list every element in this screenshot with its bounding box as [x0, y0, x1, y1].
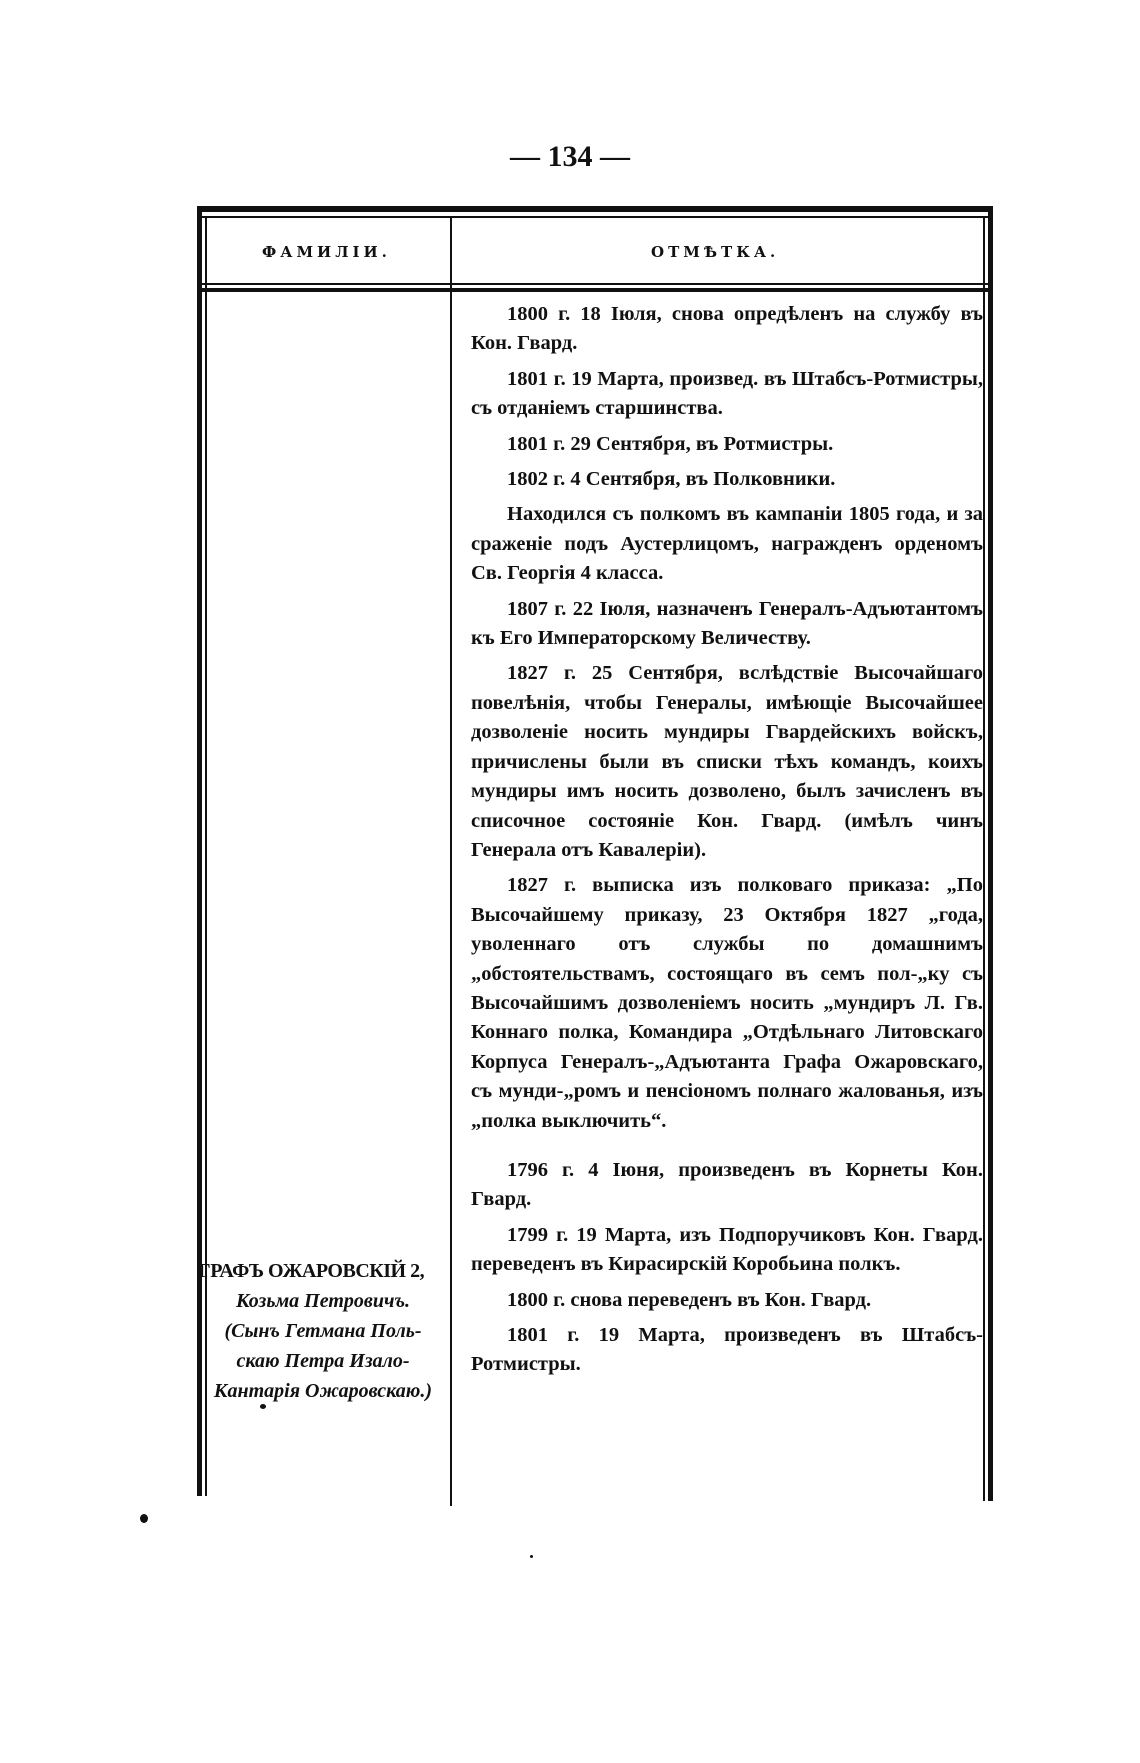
ink-speck — [530, 1555, 533, 1558]
record-1-entry: 1800 г. 18 Іюля, снова опредѣленъ на службу въ Кон. Гвард. — [471, 303, 983, 355]
column-divider — [450, 216, 452, 1506]
page-number: — 134 — — [510, 140, 630, 173]
ink-speck — [140, 1514, 148, 1523]
header-rule-thick — [197, 288, 993, 292]
left-column-header: ФАМИЛІИ. — [262, 243, 391, 261]
right-rule-thick — [988, 206, 993, 1501]
record-2-name-heading: ГРАФЪ ОЖАРОВСКІЙ 2, — [198, 1260, 425, 1282]
record-1-entry: Находился съ полкомъ въ кампаніи 1805 года, и за сраженіе подъ Аустерлицомъ, награжденъ орденомъ Св. Георгія 4 класса. — [471, 503, 983, 585]
record-2-note-line: Кантарія Ожаровскаю.) — [213, 1380, 433, 1402]
record-2-given-name: Козьма Петровичъ. — [235, 1290, 410, 1312]
record-2-entry: 1800 г. снова переведенъ въ Кон. Гвард. — [507, 1288, 872, 1311]
record-2-name-block — [198, 1256, 448, 1406]
right-column-header: ОТМѢТКА. — [651, 243, 780, 261]
record-1-entry: 1802 г. 4 Сентября, въ Полковники. — [507, 468, 836, 491]
record-1-entry: 1827 г. 25 Сентября, вслѣдствіе Высочайшаго повелѣнія, чтобы Генералы, имѣющіе Высочайшее дозволеніе носить мундиры Гвардейскихъ войскъ, причислены были въ списки тѣхъ командъ, коихъ мундиры имъ носить дозволено, былъ зачисленъ въ списочное состояніе Кон. Гвард. (имѣлъ чинъ Генерала отъ Кавалеріи). — [471, 662, 983, 861]
record-2-note-line: скаю Петра Изало- — [236, 1350, 410, 1372]
right-column-text — [471, 300, 983, 1386]
header-rule-thin — [197, 283, 993, 285]
ink-speck — [260, 1404, 266, 1409]
record-1-entry: 1801 г. 29 Сентября, въ Ротмистры. — [507, 432, 834, 455]
record-2-entry: 1799 г. 19 Марта, изъ Подпоручиковъ Кон. Гвард. переведенъ въ Кирасирскій Коробьина полкъ. — [471, 1223, 983, 1276]
record-1-entry: 1807 г. 22 Іюля, назначенъ Генералъ-Адъютантомъ къ Его Императорскому Величеству. — [471, 597, 983, 650]
top-rule-thin — [197, 216, 993, 218]
record-2-entry: 1796 г. 4 Іюня, произведенъ въ Корнеты Кон. Гвард. — [471, 1158, 983, 1211]
record-2-entry: 1801 г. 19 Марта, произведенъ въ Штабсъ-Ротмистры. — [471, 1324, 983, 1376]
right-rule-thin — [983, 216, 985, 1501]
top-rule-thick — [197, 206, 993, 212]
record-2-note-line: (Сынъ Гетмана Поль- — [224, 1320, 422, 1342]
record-1-entry: 1827 г. выписка изъ полковаго приказа: „По Высочайшему приказу, 23 Октября 1827 „года, уволеннаго отъ службы по домашнимъ „обстоятельствамъ, состоящаго въ семъ пол-„ку съ Высочайшимъ дозволеніемъ носить „мундиръ Л. Гв. Коннаго полка, Командира „Отдѣльнаго Литовскаго Корпуса Генералъ-„Адъютанта Графа Ожаровскаго, съ мунди-„ромъ и пенсіономъ полнаго жалованья, изъ „полка выключить“. — [471, 874, 983, 1132]
record-1-entry: 1801 г. 19 Марта, произвед. въ Штабсъ-Ротмистры, съ отданіемъ старшинства. — [471, 367, 983, 420]
